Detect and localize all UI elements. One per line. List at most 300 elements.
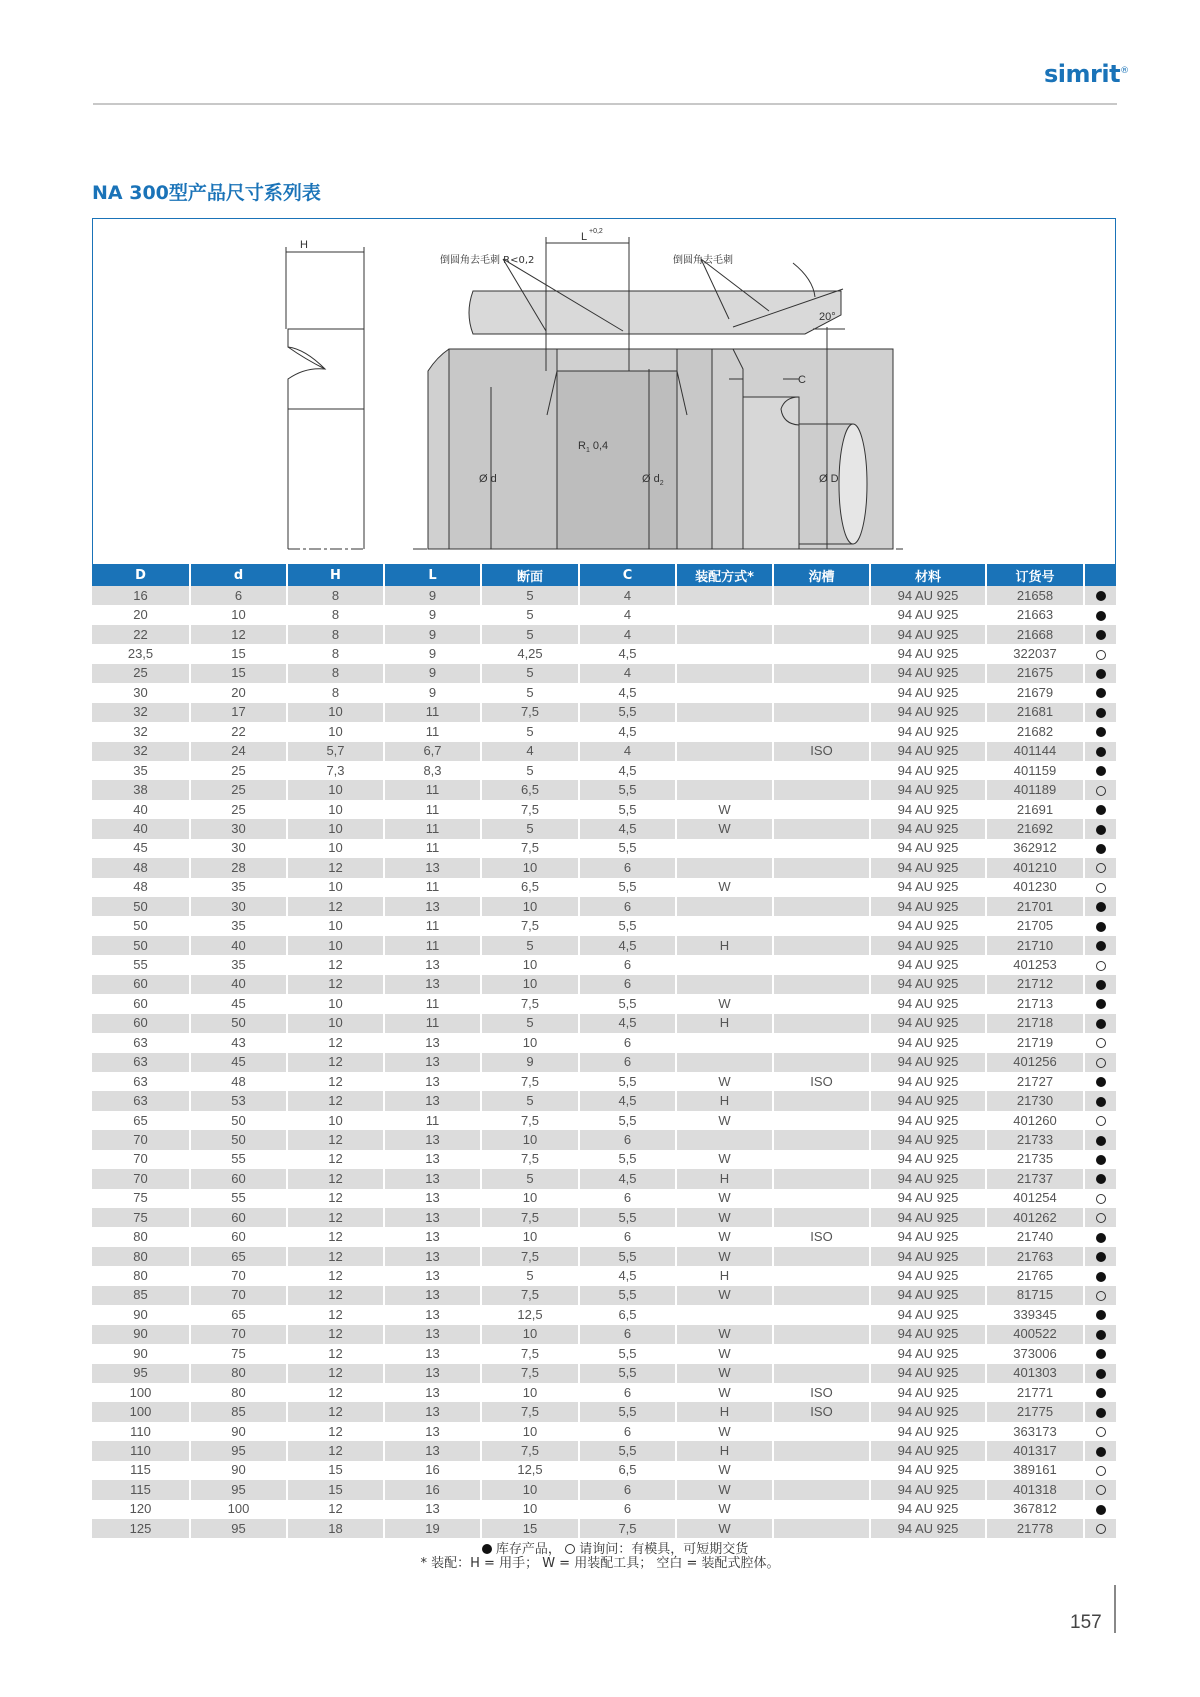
table-row — [92, 1286, 1116, 1305]
technical-drawing — [92, 218, 1116, 564]
table-cell: 6 — [579, 975, 676, 994]
table-row — [92, 916, 1116, 935]
column-header — [1084, 564, 1116, 586]
column-header: L — [384, 564, 481, 586]
table-cell: 81715 — [986, 1286, 1084, 1305]
table-cell: 11 — [384, 994, 481, 1013]
table-cell: 94 AU 925 — [870, 1441, 986, 1460]
table-cell: 9 — [384, 625, 481, 644]
table-cell: 5,5 — [579, 878, 676, 897]
table-cell: 4 — [579, 605, 676, 624]
table-cell: 21668 — [986, 625, 1084, 644]
stock-dot-icon — [1096, 1408, 1106, 1418]
table-cell: 9 — [384, 605, 481, 624]
table-cell: 94 AU 925 — [870, 1402, 986, 1421]
label-r1-sub: 1 — [585, 447, 590, 454]
stock-dot-icon — [1096, 1388, 1106, 1398]
table-cell: 100 — [92, 1402, 190, 1421]
table-cell — [773, 839, 870, 858]
stock-dot-icon — [1096, 941, 1106, 951]
table-cell: 94 AU 925 — [870, 761, 986, 780]
table-cell: 48 — [92, 858, 190, 877]
table-row — [92, 1461, 1116, 1480]
availability-cell — [1084, 644, 1116, 663]
table-cell — [773, 1266, 870, 1285]
table-cell: 5,5 — [579, 1286, 676, 1305]
table-cell: 21775 — [986, 1402, 1084, 1421]
table-cell — [676, 1305, 773, 1324]
table-cell: 5,5 — [579, 1072, 676, 1091]
table-cell: 10 — [481, 1422, 579, 1441]
label-d2-letter: Ø d — [642, 473, 660, 485]
table-cell: 94 AU 925 — [870, 742, 986, 761]
table-cell — [676, 722, 773, 741]
table-cell: 18 — [287, 1519, 384, 1538]
table-cell: 94 AU 925 — [870, 1266, 986, 1285]
availability-cell — [1084, 955, 1116, 974]
table-cell: 12 — [287, 1325, 384, 1344]
table-cell: 4 — [579, 664, 676, 683]
table-cell — [676, 839, 773, 858]
table-cell: 4,5 — [579, 1014, 676, 1033]
table-cell: 30 — [92, 683, 190, 702]
stock-dot-icon — [1096, 688, 1106, 698]
page-number: 157 — [1070, 1612, 1102, 1633]
table-row — [92, 1480, 1116, 1499]
table-cell: 6 — [579, 1053, 676, 1072]
table-cell: 10 — [481, 897, 579, 916]
inquiry-circle-icon — [1096, 1485, 1106, 1495]
table-cell — [773, 722, 870, 741]
table-cell: 5 — [481, 761, 579, 780]
table-cell: 35 — [92, 761, 190, 780]
table-cell: 400522 — [986, 1325, 1084, 1344]
table-cell: 20 — [92, 605, 190, 624]
table-cell: 5,5 — [579, 780, 676, 799]
table-cell: 8,3 — [384, 761, 481, 780]
table-cell: 11 — [384, 1014, 481, 1033]
table-cell: 94 AU 925 — [870, 683, 986, 702]
table-cell: 75 — [92, 1189, 190, 1208]
table-cell: 94 AU 925 — [870, 1111, 986, 1130]
availability-cell — [1084, 1480, 1116, 1499]
registered-mark: ® — [1120, 66, 1129, 76]
table-cell: 5,5 — [579, 1150, 676, 1169]
table-cell: 401189 — [986, 780, 1084, 799]
table-cell: 5 — [481, 936, 579, 955]
table-cell — [676, 1053, 773, 1072]
inquiry-circle-icon — [1096, 1038, 1106, 1048]
table-cell: W — [676, 819, 773, 838]
table-cell: 10 — [287, 1014, 384, 1033]
stock-dot-icon — [1096, 611, 1106, 621]
table-cell: 401254 — [986, 1189, 1084, 1208]
table-cell: W — [676, 1247, 773, 1266]
stock-dot-icon — [1096, 1252, 1106, 1262]
page-title: NA 300型产品尺寸系列表 — [92, 182, 321, 204]
table-cell: 4 — [481, 742, 579, 761]
label-h: H — [300, 239, 308, 251]
table-cell: 94 AU 925 — [870, 1053, 986, 1072]
availability-cell — [1084, 703, 1116, 722]
footnote-inquiry-text: 请询问：有模具，可短期交货 — [579, 1542, 749, 1557]
table-cell: 6,5 — [579, 1305, 676, 1324]
table-cell: 401144 — [986, 742, 1084, 761]
table-cell: 40 — [92, 800, 190, 819]
availability-cell — [1084, 1130, 1116, 1149]
table-cell: 7,5 — [481, 1111, 579, 1130]
table-cell: 10 — [481, 1500, 579, 1519]
availability-cell — [1084, 916, 1116, 935]
table-row — [92, 1091, 1116, 1110]
stock-dot-icon — [1096, 747, 1106, 757]
table-row — [92, 1111, 1116, 1130]
table-cell: 10 — [481, 858, 579, 877]
table-row — [92, 1227, 1116, 1246]
table-cell: 94 AU 925 — [870, 858, 986, 877]
table-cell: 6 — [579, 1422, 676, 1441]
table-cell: 12 — [287, 1500, 384, 1519]
table-cell: W — [676, 1383, 773, 1402]
availability-cell — [1084, 936, 1116, 955]
column-header: 装配方式* — [676, 564, 773, 586]
footnote-stock — [0, 1543, 1200, 1557]
table-cell — [773, 625, 870, 644]
table-cell: 12 — [287, 897, 384, 916]
table-cell: 7,5 — [481, 1072, 579, 1091]
table-cell: 32 — [92, 722, 190, 741]
table-cell: 9 — [384, 664, 481, 683]
table-cell: 5,5 — [579, 1402, 676, 1421]
table-cell: 22 — [190, 722, 287, 741]
stock-dot-icon — [1096, 1330, 1106, 1340]
table-cell: 70 — [92, 1150, 190, 1169]
stock-dot-icon — [1096, 669, 1106, 679]
table-cell: 6 — [579, 955, 676, 974]
table-cell: W — [676, 1364, 773, 1383]
table-cell: ISO — [773, 1402, 870, 1421]
table-cell — [676, 586, 773, 605]
table-cell — [676, 780, 773, 799]
availability-cell — [1084, 1150, 1116, 1169]
table-cell: 6 — [579, 1033, 676, 1052]
table-cell: 389161 — [986, 1461, 1084, 1480]
table-row — [92, 1014, 1116, 1033]
table-cell: 10 — [287, 936, 384, 955]
table-cell: 10 — [481, 1130, 579, 1149]
table-cell — [676, 916, 773, 935]
table-cell: 12 — [287, 975, 384, 994]
table-cell: W — [676, 1208, 773, 1227]
table-cell: 80 — [190, 1383, 287, 1402]
table-cell: 94 AU 925 — [870, 878, 986, 897]
table-cell: 21718 — [986, 1014, 1084, 1033]
table-cell: 90 — [92, 1325, 190, 1344]
table-cell: 94 AU 925 — [870, 1169, 986, 1188]
inquiry-circle-icon — [1096, 786, 1106, 796]
availability-cell — [1084, 1325, 1116, 1344]
inquiry-circle-icon — [1096, 961, 1106, 971]
table-cell: 13 — [384, 1422, 481, 1441]
table-cell: 11 — [384, 878, 481, 897]
stock-dot-icon — [1096, 1369, 1106, 1379]
table-row — [92, 644, 1116, 663]
table-cell: 13 — [384, 1053, 481, 1072]
table-cell: 8 — [287, 605, 384, 624]
table-cell: 30 — [190, 819, 287, 838]
table-cell: 10 — [287, 878, 384, 897]
table-row — [92, 878, 1116, 897]
table-cell — [676, 664, 773, 683]
table-cell: 94 AU 925 — [870, 1344, 986, 1363]
header-rule — [93, 103, 1117, 105]
table-row — [92, 1130, 1116, 1149]
table-cell: 12 — [287, 1383, 384, 1402]
table-row — [92, 936, 1116, 955]
table-row — [92, 800, 1116, 819]
table-cell: 13 — [384, 1247, 481, 1266]
table-cell: 10 — [287, 916, 384, 935]
availability-cell — [1084, 878, 1116, 897]
table-cell: 21692 — [986, 819, 1084, 838]
inquiry-circle-icon — [1096, 1058, 1106, 1068]
table-cell: 6 — [579, 897, 676, 916]
table-cell — [773, 994, 870, 1013]
table-cell: 4 — [579, 625, 676, 644]
table-cell: 15 — [190, 644, 287, 663]
table-cell: 94 AU 925 — [870, 955, 986, 974]
table-cell — [773, 975, 870, 994]
availability-cell — [1084, 761, 1116, 780]
table-cell: 60 — [190, 1227, 287, 1246]
table-cell: 21763 — [986, 1247, 1084, 1266]
table-cell: 21679 — [986, 683, 1084, 702]
table-cell: 45 — [190, 994, 287, 1013]
table-cell: 12 — [287, 1072, 384, 1091]
table-cell: 15 — [481, 1519, 579, 1538]
table-cell: 80 — [190, 1364, 287, 1383]
table-cell: 401253 — [986, 955, 1084, 974]
table-cell: 5,5 — [579, 916, 676, 935]
table-cell: 13 — [384, 1208, 481, 1227]
table-cell: 401303 — [986, 1364, 1084, 1383]
label-r1-value: 0,4 — [592, 440, 609, 452]
table-cell: 21710 — [986, 936, 1084, 955]
table-cell: 5 — [481, 586, 579, 605]
table-cell — [676, 1033, 773, 1052]
table-cell: 48 — [92, 878, 190, 897]
table-cell: W — [676, 1500, 773, 1519]
table-cell — [773, 586, 870, 605]
table-cell: 55 — [190, 1189, 287, 1208]
table-row — [92, 1208, 1116, 1227]
table-cell: 5,5 — [579, 994, 676, 1013]
availability-cell — [1084, 722, 1116, 741]
table-cell: 401230 — [986, 878, 1084, 897]
table-cell: 12,5 — [481, 1461, 579, 1480]
table-cell — [676, 897, 773, 916]
table-cell: 21740 — [986, 1227, 1084, 1246]
table-cell: 13 — [384, 1402, 481, 1421]
table-row — [92, 683, 1116, 702]
table-cell: 15 — [287, 1461, 384, 1480]
table-cell: W — [676, 1480, 773, 1499]
stock-dot-icon — [1096, 1233, 1106, 1243]
inquiry-circle-icon — [1096, 883, 1106, 893]
table-cell: 94 AU 925 — [870, 605, 986, 624]
table-cell: 12 — [287, 1227, 384, 1246]
availability-cell — [1084, 858, 1116, 877]
inquiry-circle-icon — [1096, 1466, 1106, 1476]
table-cell: 75 — [92, 1208, 190, 1227]
table-cell: W — [676, 1286, 773, 1305]
stock-dot-icon — [1096, 1155, 1106, 1165]
table-cell: 401317 — [986, 1441, 1084, 1460]
table-cell: 110 — [92, 1441, 190, 1460]
table-cell: 13 — [384, 1364, 481, 1383]
table-cell: 6 — [579, 1500, 676, 1519]
table-cell — [773, 1189, 870, 1208]
table-cell — [773, 1519, 870, 1538]
availability-cell — [1084, 1519, 1116, 1538]
table-row — [92, 1402, 1116, 1421]
table-row — [92, 1053, 1116, 1072]
table-cell: 10 — [481, 1383, 579, 1402]
table-cell: 100 — [92, 1383, 190, 1402]
table-cell — [773, 1169, 870, 1188]
table-cell: H — [676, 1402, 773, 1421]
table-cell: 21681 — [986, 703, 1084, 722]
table-cell: 60 — [190, 1169, 287, 1188]
table-cell: 10 — [481, 1189, 579, 1208]
table-row — [92, 780, 1116, 799]
table-cell: 12 — [287, 1091, 384, 1110]
table-cell — [773, 664, 870, 683]
table-cell — [676, 761, 773, 780]
table-cell: 6 — [579, 1189, 676, 1208]
table-cell — [773, 683, 870, 702]
table-cell: 7,5 — [481, 800, 579, 819]
table-cell: 5 — [481, 1266, 579, 1285]
table-row — [92, 1305, 1116, 1324]
table-cell: 94 AU 925 — [870, 1130, 986, 1149]
stock-dot-icon — [1096, 591, 1106, 601]
table-cell: 6 — [579, 1480, 676, 1499]
inquiry-circle-icon — [1096, 1116, 1106, 1126]
table-cell: 4,25 — [481, 644, 579, 663]
table-cell: 10 — [287, 839, 384, 858]
table-cell: 70 — [92, 1169, 190, 1188]
stock-dot-icon — [1096, 1136, 1106, 1146]
table-cell — [773, 858, 870, 877]
availability-cell — [1084, 897, 1116, 916]
table-cell — [773, 1325, 870, 1344]
table-cell: 65 — [92, 1111, 190, 1130]
table-cell: 90 — [92, 1305, 190, 1324]
table-cell — [773, 1247, 870, 1266]
table-cell: 11 — [384, 819, 481, 838]
table-cell: 12 — [287, 1208, 384, 1227]
table-cell: 10 — [481, 975, 579, 994]
table-cell: W — [676, 1422, 773, 1441]
table-cell: 4,5 — [579, 819, 676, 838]
table-cell: 35 — [190, 955, 287, 974]
table-cell: 94 AU 925 — [870, 1072, 986, 1091]
table-cell: ISO — [773, 742, 870, 761]
table-cell: 94 AU 925 — [870, 664, 986, 683]
column-header: d — [190, 564, 287, 586]
table-cell: 70 — [190, 1266, 287, 1285]
table-cell: 53 — [190, 1091, 287, 1110]
table-cell: W — [676, 1461, 773, 1480]
table-cell: 21675 — [986, 664, 1084, 683]
table-cell: 16 — [92, 586, 190, 605]
table-row — [92, 1033, 1116, 1052]
table-cell: 21682 — [986, 722, 1084, 741]
stock-dot-icon — [1096, 825, 1106, 835]
table-row — [92, 605, 1116, 624]
table-cell: 10 — [481, 1227, 579, 1246]
table-row — [92, 1519, 1116, 1538]
table-cell: 35 — [190, 878, 287, 897]
inquiry-circle-icon — [1096, 1291, 1106, 1301]
table-cell — [773, 1014, 870, 1033]
table-cell: 94 AU 925 — [870, 1208, 986, 1227]
table-cell: 12 — [287, 858, 384, 877]
table-cell — [773, 1286, 870, 1305]
table-cell: 5 — [481, 1169, 579, 1188]
table-cell: 12 — [287, 1053, 384, 1072]
table-cell: 95 — [190, 1480, 287, 1499]
table-row — [92, 1441, 1116, 1460]
table-cell: 90 — [190, 1461, 287, 1480]
table-row — [92, 994, 1116, 1013]
table-cell — [773, 800, 870, 819]
table-cell — [773, 1033, 870, 1052]
table-cell: 12 — [287, 1247, 384, 1266]
table-cell: 13 — [384, 1344, 481, 1363]
table-cell: 63 — [92, 1053, 190, 1072]
table-cell: 94 AU 925 — [870, 1500, 986, 1519]
table-cell: 12,5 — [481, 1305, 579, 1324]
table-cell: 6,5 — [579, 1461, 676, 1480]
table-cell: W — [676, 800, 773, 819]
table-cell: 50 — [92, 897, 190, 916]
table-cell: 7,5 — [481, 916, 579, 935]
table-cell: ISO — [773, 1227, 870, 1246]
cylinder-face — [839, 424, 867, 544]
simrit-logo — [1044, 60, 1129, 88]
table-cell — [773, 916, 870, 935]
table-cell: 401159 — [986, 761, 1084, 780]
table-cell: 94 AU 925 — [870, 1519, 986, 1538]
table-cell: 6,5 — [481, 780, 579, 799]
groove-section — [557, 371, 677, 549]
table-cell: 8 — [287, 625, 384, 644]
table-cell: 120 — [92, 1500, 190, 1519]
table-cell: 12 — [287, 1344, 384, 1363]
table-cell: 7,5 — [481, 1441, 579, 1460]
table-cell: 5,7 — [287, 742, 384, 761]
availability-cell — [1084, 1344, 1116, 1363]
table-cell: 60 — [190, 1208, 287, 1227]
table-cell: 11 — [384, 703, 481, 722]
table-cell: 5,5 — [579, 1111, 676, 1130]
table-cell: 12 — [287, 1169, 384, 1188]
table-cell: 4,5 — [579, 1169, 676, 1188]
label-l: L — [581, 231, 588, 243]
table-cell: 7,5 — [481, 1208, 579, 1227]
